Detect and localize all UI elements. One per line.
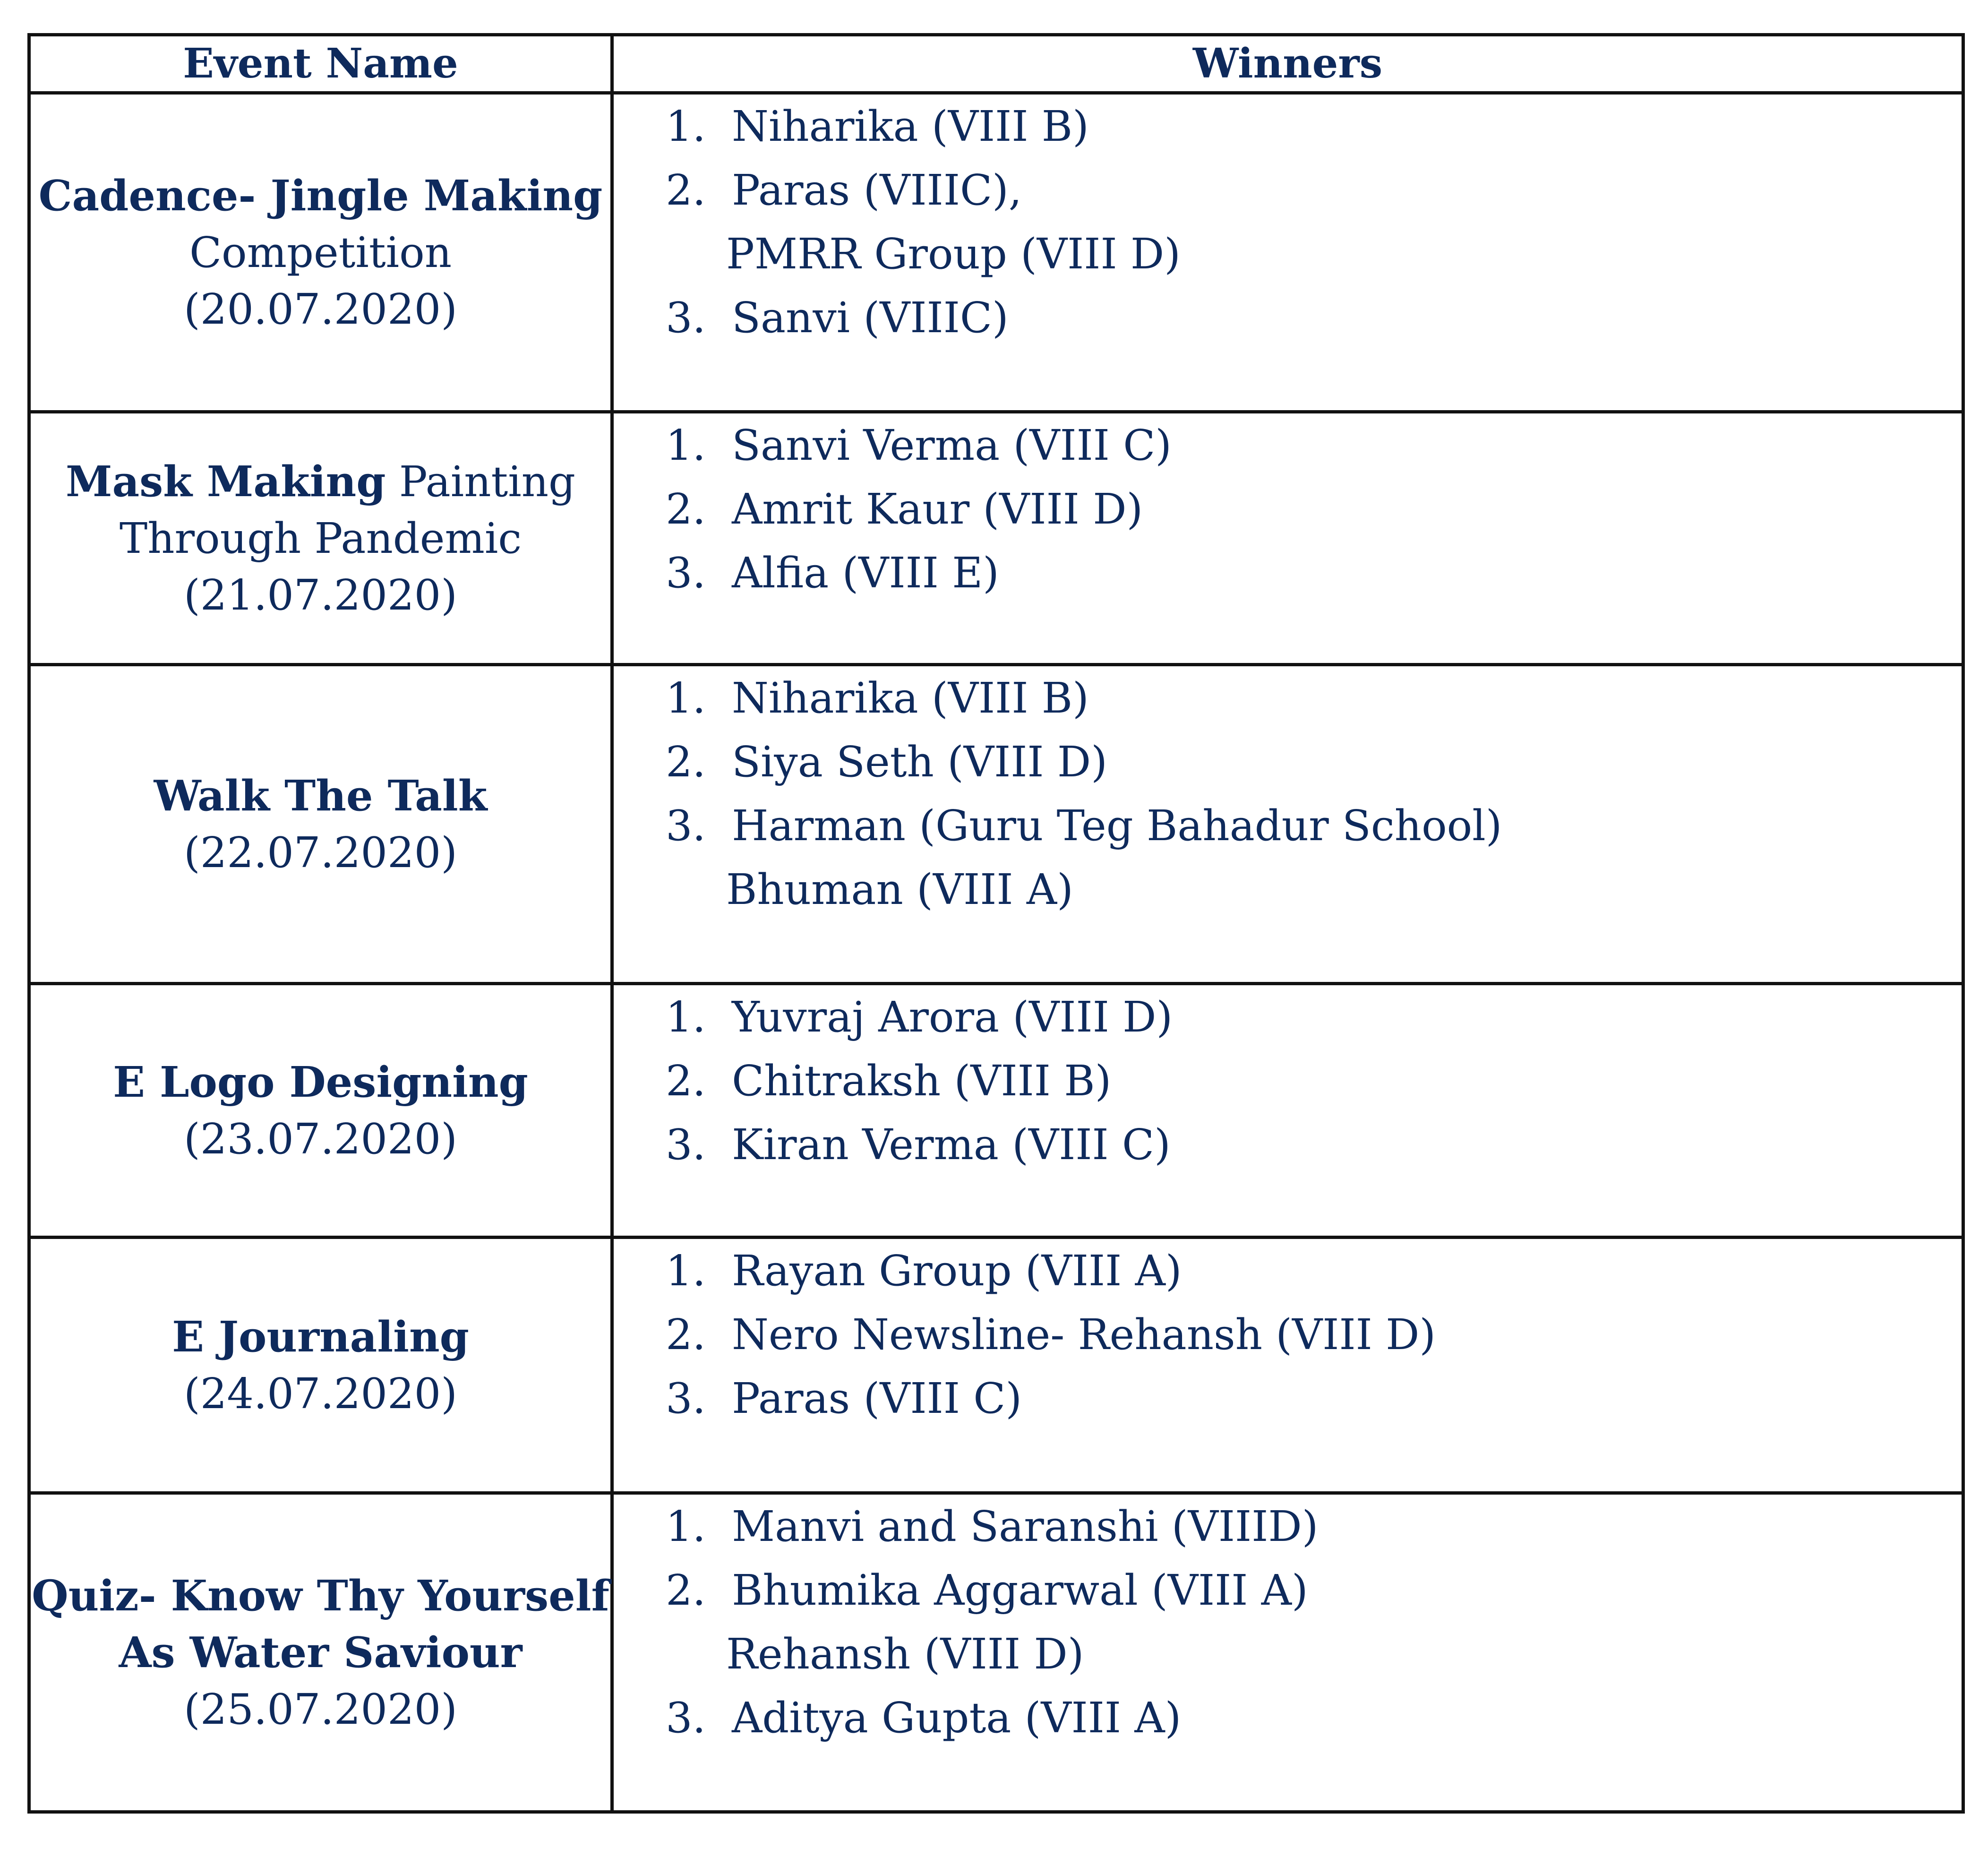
winner-name: Manvi and Saranshi (VIIID) [732,1502,1319,1551]
event-date: (23.07.2020) [183,1114,458,1163]
winners-cell [612,93,1963,412]
winner-name: Rehansh (VIII D) [726,1629,1084,1678]
winner-rank: 3. [666,548,706,597]
winner-rank: 1. [666,1246,706,1295]
winners-cell [612,412,1963,665]
winner-item-continued [666,1622,1962,1686]
winner-name: Bhuman (VIII A) [726,865,1073,914]
winner-item [666,730,1962,794]
winner-item [666,1367,1962,1430]
winner-rank: 1. [666,673,706,722]
winner-list [614,1495,1962,1750]
winner-list [614,985,1962,1177]
winner-name: Chitraksh (VIII B) [732,1056,1112,1105]
winner-item [666,985,1962,1049]
winner-name: PMRR Group (VIII D) [726,229,1181,278]
winner-item [666,477,1962,541]
winner-rank: 1. [666,421,706,470]
winner-name: Kiran Verma (VIII C) [732,1120,1171,1169]
event-date: (25.07.2020) [183,1685,458,1734]
winner-item [666,1049,1962,1113]
winner-item [666,1113,1962,1177]
event-name: Mask Making [65,456,386,506]
winner-name: Alfia (VIII E) [732,548,999,597]
winner-list [614,413,1962,605]
winner-rank: 3. [666,1120,706,1169]
event-name: Walk The Talk [154,771,488,820]
event-date: (21.07.2020) [183,570,458,619]
event-name: E Journaling [172,1312,469,1361]
winners-header: Winners [612,35,1963,93]
event-cell [29,412,612,665]
winner-item [666,1495,1962,1558]
winner-rank: 2. [666,1310,706,1359]
event-cell [29,984,612,1238]
winners-cell [612,984,1963,1238]
winner-rank: 2. [666,1565,706,1615]
winner-item [666,158,1962,222]
event-name: Quiz- Know Thy Yourself As Water Saviour [32,1571,609,1677]
winner-list [614,1239,1962,1430]
winner-name: Paras (VIIIC), [732,165,1022,215]
winner-item [666,413,1962,477]
table-row [29,984,1963,1238]
winner-name: Niharika (VIII B) [732,102,1089,151]
winner-item [666,794,1962,858]
winner-rank: 1. [666,1502,706,1551]
winners-cell [612,665,1963,984]
winner-name: Nero Newsline- Rehansh (VIII D) [732,1310,1436,1359]
winners-cell [612,1238,1963,1493]
winner-name: Sanvi Verma (VIII C) [732,421,1172,470]
table-row [29,93,1963,412]
winner-item [666,541,1962,605]
table-row [29,665,1963,984]
winner-name: Siya Seth (VIII D) [732,737,1107,786]
event-name-header: Event Name [29,35,612,93]
winner-rank: 2. [666,737,706,786]
winner-item [666,95,1962,158]
winner-rank: 3. [666,1693,706,1742]
winner-item [666,1686,1962,1750]
event-name-suffix: Painting Through Pandemic [119,457,576,563]
table-row [29,412,1963,665]
winner-name: Yuvraj Arora (VIII D) [732,992,1173,1041]
table-row [29,1493,1963,1812]
winner-name: Niharika (VIII B) [732,673,1089,722]
table-header-row [29,35,1963,93]
winner-name: Amrit Kaur (VIII D) [732,484,1143,533]
winner-item [666,1239,1962,1303]
winner-name: Bhumika Aggarwal (VIII A) [732,1565,1308,1615]
winner-rank: 3. [666,293,706,342]
event-date: (20.07.2020) [183,284,458,334]
winner-item-continued [666,858,1962,921]
event-cell [29,1493,612,1812]
event-name-suffix: Competition [189,228,452,277]
table-row [29,1238,1963,1493]
event-cell [29,1238,612,1493]
winner-item [666,1303,1962,1367]
winner-name: Aditya Gupta (VIII A) [732,1693,1182,1742]
winner-list [614,95,1962,350]
winner-name: Rayan Group (VIII A) [732,1246,1182,1295]
winner-rank: 1. [666,102,706,151]
event-cell [29,93,612,412]
winner-item-continued [666,222,1962,286]
winner-name: Harman (Guru Teg Bahadur School) [732,801,1502,850]
winner-name: Paras (VIII C) [732,1374,1022,1423]
event-name: Cadence- Jingle Making [38,171,603,220]
winner-item [666,286,1962,350]
event-date: (22.07.2020) [183,828,458,877]
event-cell [29,665,612,984]
winner-item [666,1558,1962,1622]
winners-cell [612,1493,1963,1812]
winner-item [666,666,1962,730]
winner-rank: 1. [666,992,706,1041]
winner-rank: 2. [666,1056,706,1105]
winner-name: Sanvi (VIIIC) [732,293,1009,342]
winner-rank: 2. [666,165,706,215]
winner-rank: 2. [666,484,706,533]
winner-rank: 3. [666,801,706,850]
event-date: (24.07.2020) [183,1369,458,1418]
event-name: E Logo Designing [113,1057,528,1107]
winner-rank: 3. [666,1374,706,1423]
winner-list [614,666,1962,921]
winners-table [27,33,1965,1814]
